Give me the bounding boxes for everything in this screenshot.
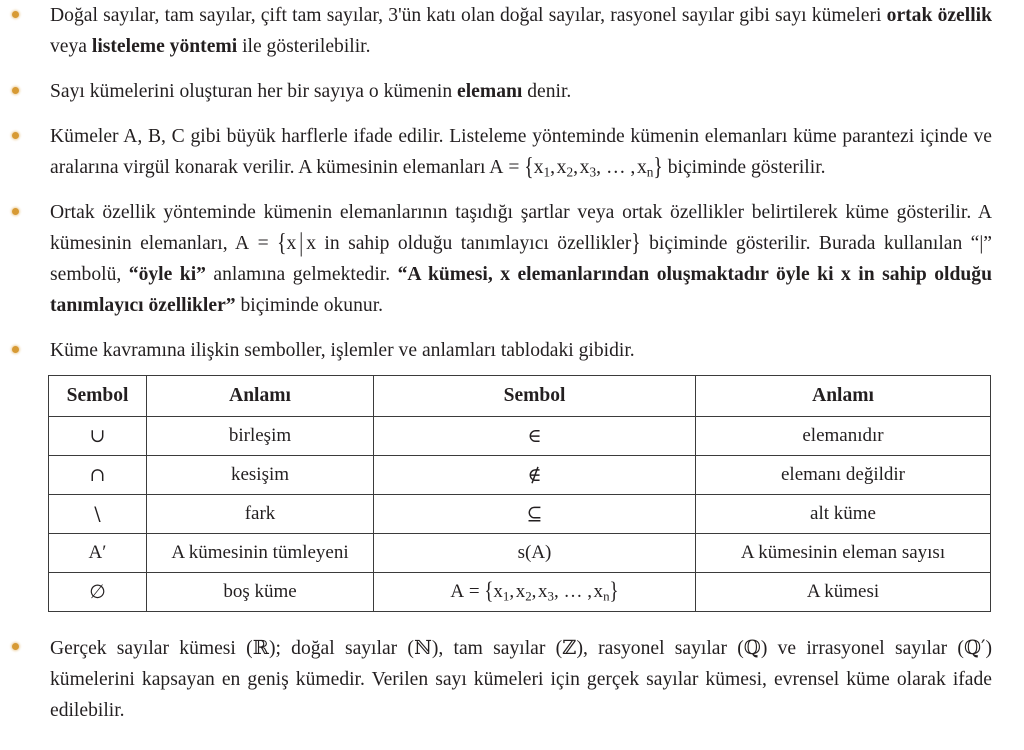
- table-head: [49, 376, 991, 417]
- table-row: [49, 456, 991, 495]
- list-item: [0, 632, 1024, 726]
- bullet-dot-icon: [12, 643, 19, 650]
- bullet-dot-icon: [12, 11, 19, 18]
- cell-meaning-not-element-of: elemanı değildir: [696, 456, 991, 495]
- bullet-list: [0, 0, 1024, 366]
- cell-symbol-element-of: ∈: [374, 417, 696, 456]
- text-run-bold: elemanı: [457, 81, 523, 102]
- column-header-anlami-2: Anlamı: [696, 376, 991, 417]
- symbols-table: [48, 375, 991, 612]
- text-run: Kümeler A, B, C gibi büyük harflerle ifade edilir. Listeleme yönteminde kümenin elemanları küme parantezi içinde ve aralarına virgül konarak verilir. A kümesinin elemanları: [50, 126, 992, 178]
- bullet-list-tail: [0, 632, 1024, 726]
- cell-symbol-empty-set: ∅: [49, 573, 147, 612]
- text-run: biçiminde gösterilir. Burada kullanılan “|” sembolü,: [50, 233, 993, 285]
- cell-meaning-union: birleşim: [147, 417, 374, 456]
- text-run: veya: [50, 36, 92, 57]
- symbol-irrationals: (ℚ′): [957, 636, 993, 659]
- table-body: [49, 417, 991, 612]
- symbol-integers: (ℤ): [555, 636, 584, 659]
- paragraph-6: Gerçek sayılar kümesi (ℝ); doğal sayılar (ℕ), tam sayılar (ℤ), rasyonel sayılar (ℚ) ve irrasyonel sayılar (ℚ′) kümelerini kapsayan en geniş kümedir. Verilen sayı kümeleri için gerçek sayılar kümesi, evrensel küme olarak ifade edilebilir.: [50, 636, 993, 721]
- set-roster-notation: $A = \{x_1$, $x_2$, $x_3$, … , $x_n$}: [489, 154, 663, 181]
- list-item: [0, 76, 1024, 107]
- paragraph-2: [50, 76, 1024, 107]
- cell-symbol-cardinality: s(A): [374, 534, 696, 573]
- column-header-sembol-1: Sembol: [49, 376, 147, 417]
- paragraph-3: [50, 121, 1024, 183]
- bullet-dot-icon: [12, 208, 19, 215]
- text-run: biçiminde gösterilir.: [662, 157, 826, 178]
- cell-meaning-difference: fark: [147, 495, 374, 534]
- symbol-natural-numbers: (ℕ): [407, 636, 439, 659]
- cell-meaning-complement: A kümesinin tümleyeni: [147, 534, 374, 573]
- cell-symbol-intersection: ∩: [49, 456, 147, 495]
- cell-meaning-empty-set: boş küme: [147, 573, 374, 612]
- table-row: [49, 495, 991, 534]
- bullet-dot-icon: [12, 346, 19, 353]
- cell-meaning-set-roster: A kümesi: [696, 573, 991, 612]
- table-header-row: [49, 376, 991, 417]
- symbols-table-container: [0, 366, 1024, 616]
- list-item: [0, 335, 1024, 366]
- cell-symbol-union: ∪: [49, 417, 147, 456]
- bullet-dot-icon: [12, 87, 19, 94]
- table-caption: Küme kavramına ilişkin semboller, işlemler ve anlamları tablodaki gibidir.: [50, 340, 635, 361]
- bullet-dot-icon: [12, 132, 19, 139]
- symbol-rationals: (ℚ): [737, 636, 768, 659]
- text-run: anlamına gelmektedir.: [205, 264, 398, 285]
- cell-symbol-not-element-of: ∉: [374, 456, 696, 495]
- text-run-bold: “A kümesi, x elemanlarından oluşmaktadır öyle ki x in sahip olduğu tanımlayıcı özellikler”: [50, 264, 992, 316]
- cell-symbol-difference: \: [49, 495, 147, 534]
- table-row: [49, 417, 991, 456]
- column-header-anlami-1: Anlamı: [147, 376, 374, 417]
- cell-symbol-set-roster: $A = \{x_1$, $x_2$, $x_3$, … , $x_n$}: [374, 573, 696, 612]
- text-run: Ortak özellik yönteminde kümenin elemanlarının taşıdığı şartlar veya ortak özellikler belirtilerek küme gösterilir. A kümesinin elemanları,: [50, 202, 992, 254]
- text-run: Doğal sayılar, tam sayılar, çift tam sayılar, 3'ün katı olan doğal sayılar, rasyonel sayılar gibi sayı kümeleri: [50, 5, 887, 26]
- cell-meaning-intersection: kesişim: [147, 456, 374, 495]
- list-item: [0, 0, 1024, 62]
- table-row: [49, 573, 991, 612]
- symbol-real-numbers: (ℝ): [246, 636, 276, 659]
- column-header-sembol-2: Sembol: [374, 376, 696, 417]
- table-row: [49, 534, 991, 573]
- paragraph-1: [50, 0, 1024, 62]
- text-run: biçiminde okunur.: [235, 295, 384, 316]
- cell-meaning-cardinality: A kümesinin eleman sayısı: [696, 534, 991, 573]
- cell-symbol-subset: ⊆: [374, 495, 696, 534]
- list-item: [0, 121, 1024, 183]
- text-run-bold: ortak özellik: [886, 5, 992, 26]
- list-item: [0, 197, 1024, 321]
- text-run: Sayı kümelerini oluşturan her bir sayıya o kümenin: [50, 81, 458, 102]
- cell-symbol-complement: A′: [49, 534, 147, 573]
- cell-meaning-subset: alt küme: [696, 495, 991, 534]
- text-run-bold: “öyle ki”: [128, 264, 206, 285]
- text-run: denir.: [522, 81, 572, 102]
- set-builder-notation: A = {x | x in sahip olduğu tanımlayıcı özellikler}: [235, 229, 641, 258]
- paragraph-4: [50, 197, 1024, 321]
- cell-meaning-element-of: elemanıdır: [696, 417, 991, 456]
- text-run-bold: listeleme yöntemi: [91, 36, 238, 57]
- text-run: ile gösterilebilir.: [237, 36, 371, 57]
